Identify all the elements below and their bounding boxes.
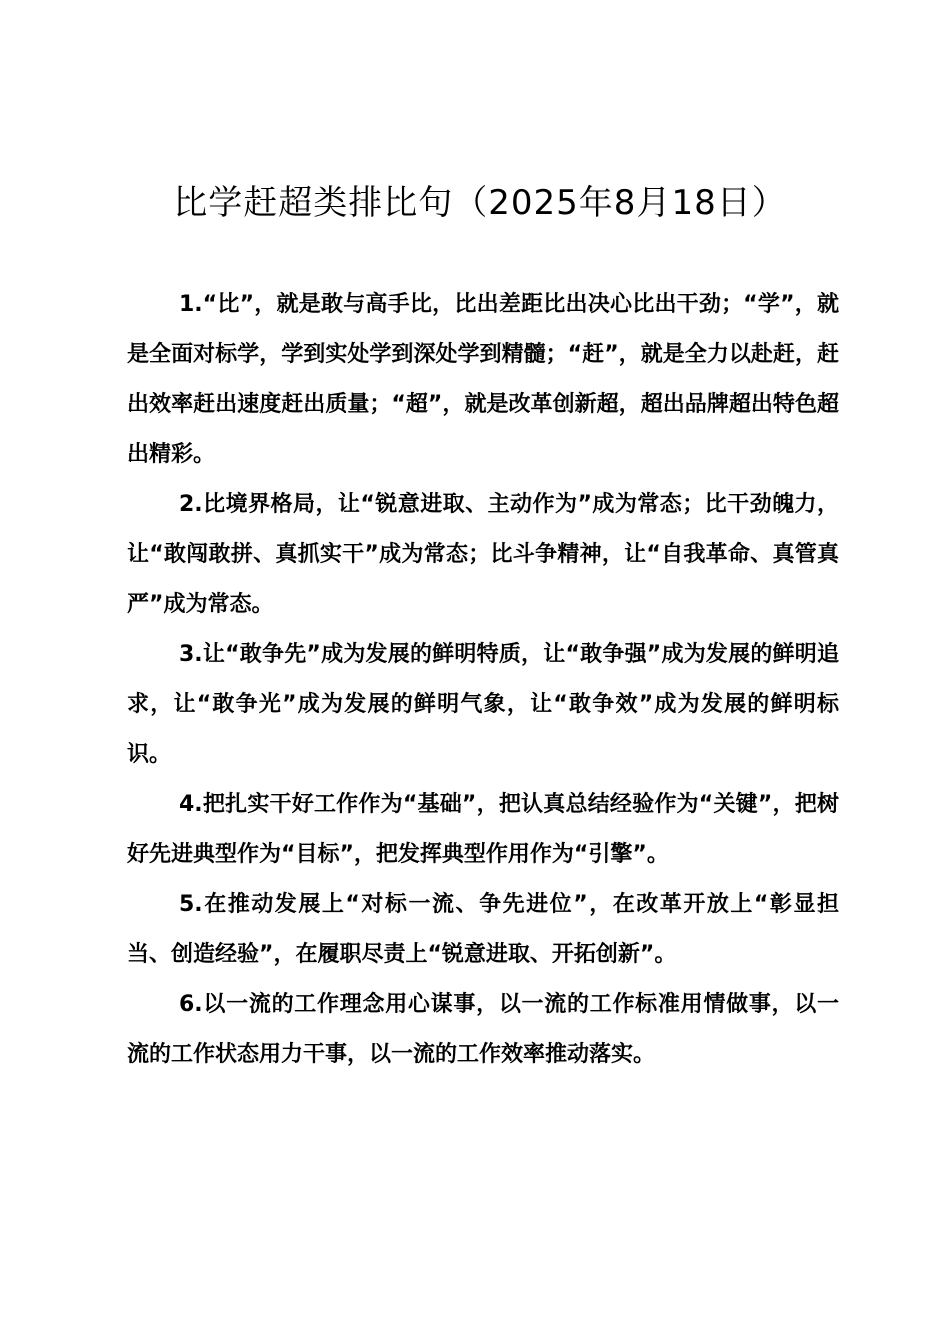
paragraph-4: 4.把扎实干好工作作为“基础”，把认真总结经验作为“关键”，把树好先进典型作为“目标”，把发挥典型作用作为“引擎”。: [127, 792, 839, 867]
paragraph-6: 6.以一流的工作理念用心谋事，以一流的工作标准用情做事，以一流的工作状态用力干事，以一流的工作效率推动落实。: [127, 992, 839, 1067]
paragraph-5: 5.在推动发展上“对标一流、争先进位”，在改革开放上“彰显担当、创造经验”，在履职尽责上“锐意进取、开拓创新”。: [127, 892, 839, 967]
paragraph-3: 3.让“敢争先”成为发展的鲜明特质，让“敢争强”成为发展的鲜明追求，让“敢争光”成为发展的鲜明气象，让“敢争效”成为发展的鲜明标识。: [127, 642, 839, 767]
paragraph-2: 2.比境界格局，让“锐意进取、主动作为”成为常态；比干劲魄力，让“敢闯敢拼、真抓实干”成为常态；比斗争精神，让“自我革命、真管真严”成为常态。: [127, 492, 839, 617]
paragraph-1: 1.“比”，就是敢与高手比，比出差距比出决心比出干劲；“学”，就是全面对标学，学到实处学到深处学到精髓；“赶”，就是全力以赴赶，赶出效率赶出速度赶出质量；“超”，就是改革创新超，超出品牌超出特色超出精彩。: [127, 292, 839, 467]
document-title: 比学赶超类排比句（2025年8月18日）: [173, 183, 787, 223]
document-body: [127, 280, 839, 1080]
